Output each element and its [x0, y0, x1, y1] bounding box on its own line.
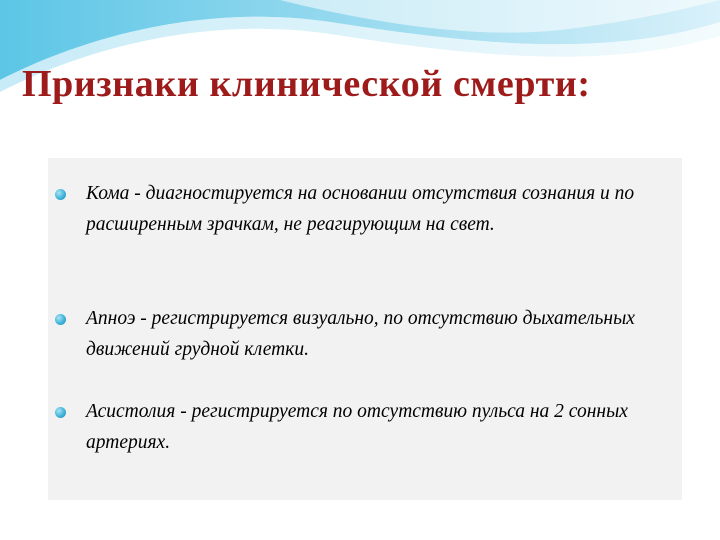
- bullet-text: Апноэ - регистрируется визуально, по отсутствию дыхательных движений грудной клетки.: [86, 308, 635, 360]
- content-area: [48, 158, 682, 500]
- slide-title: Признаки клинической смерти:: [22, 63, 591, 105]
- bullet-item-coma: [48, 178, 668, 240]
- bullet-item-asystole: [48, 396, 668, 458]
- bullet-text: Кома - диагностируется на основании отсутствия сознания и по расширенным зрачкам, не реагирующим на свет.: [86, 183, 635, 235]
- circle-bullet-icon: [55, 407, 66, 418]
- circle-bullet-icon: [55, 189, 66, 200]
- bullet-text: Асистолия - регистрируется по отсутствию пульса на 2 сонных артериях.: [86, 401, 628, 453]
- circle-bullet-icon: [55, 314, 66, 325]
- bullet-item-apnea: [48, 303, 668, 365]
